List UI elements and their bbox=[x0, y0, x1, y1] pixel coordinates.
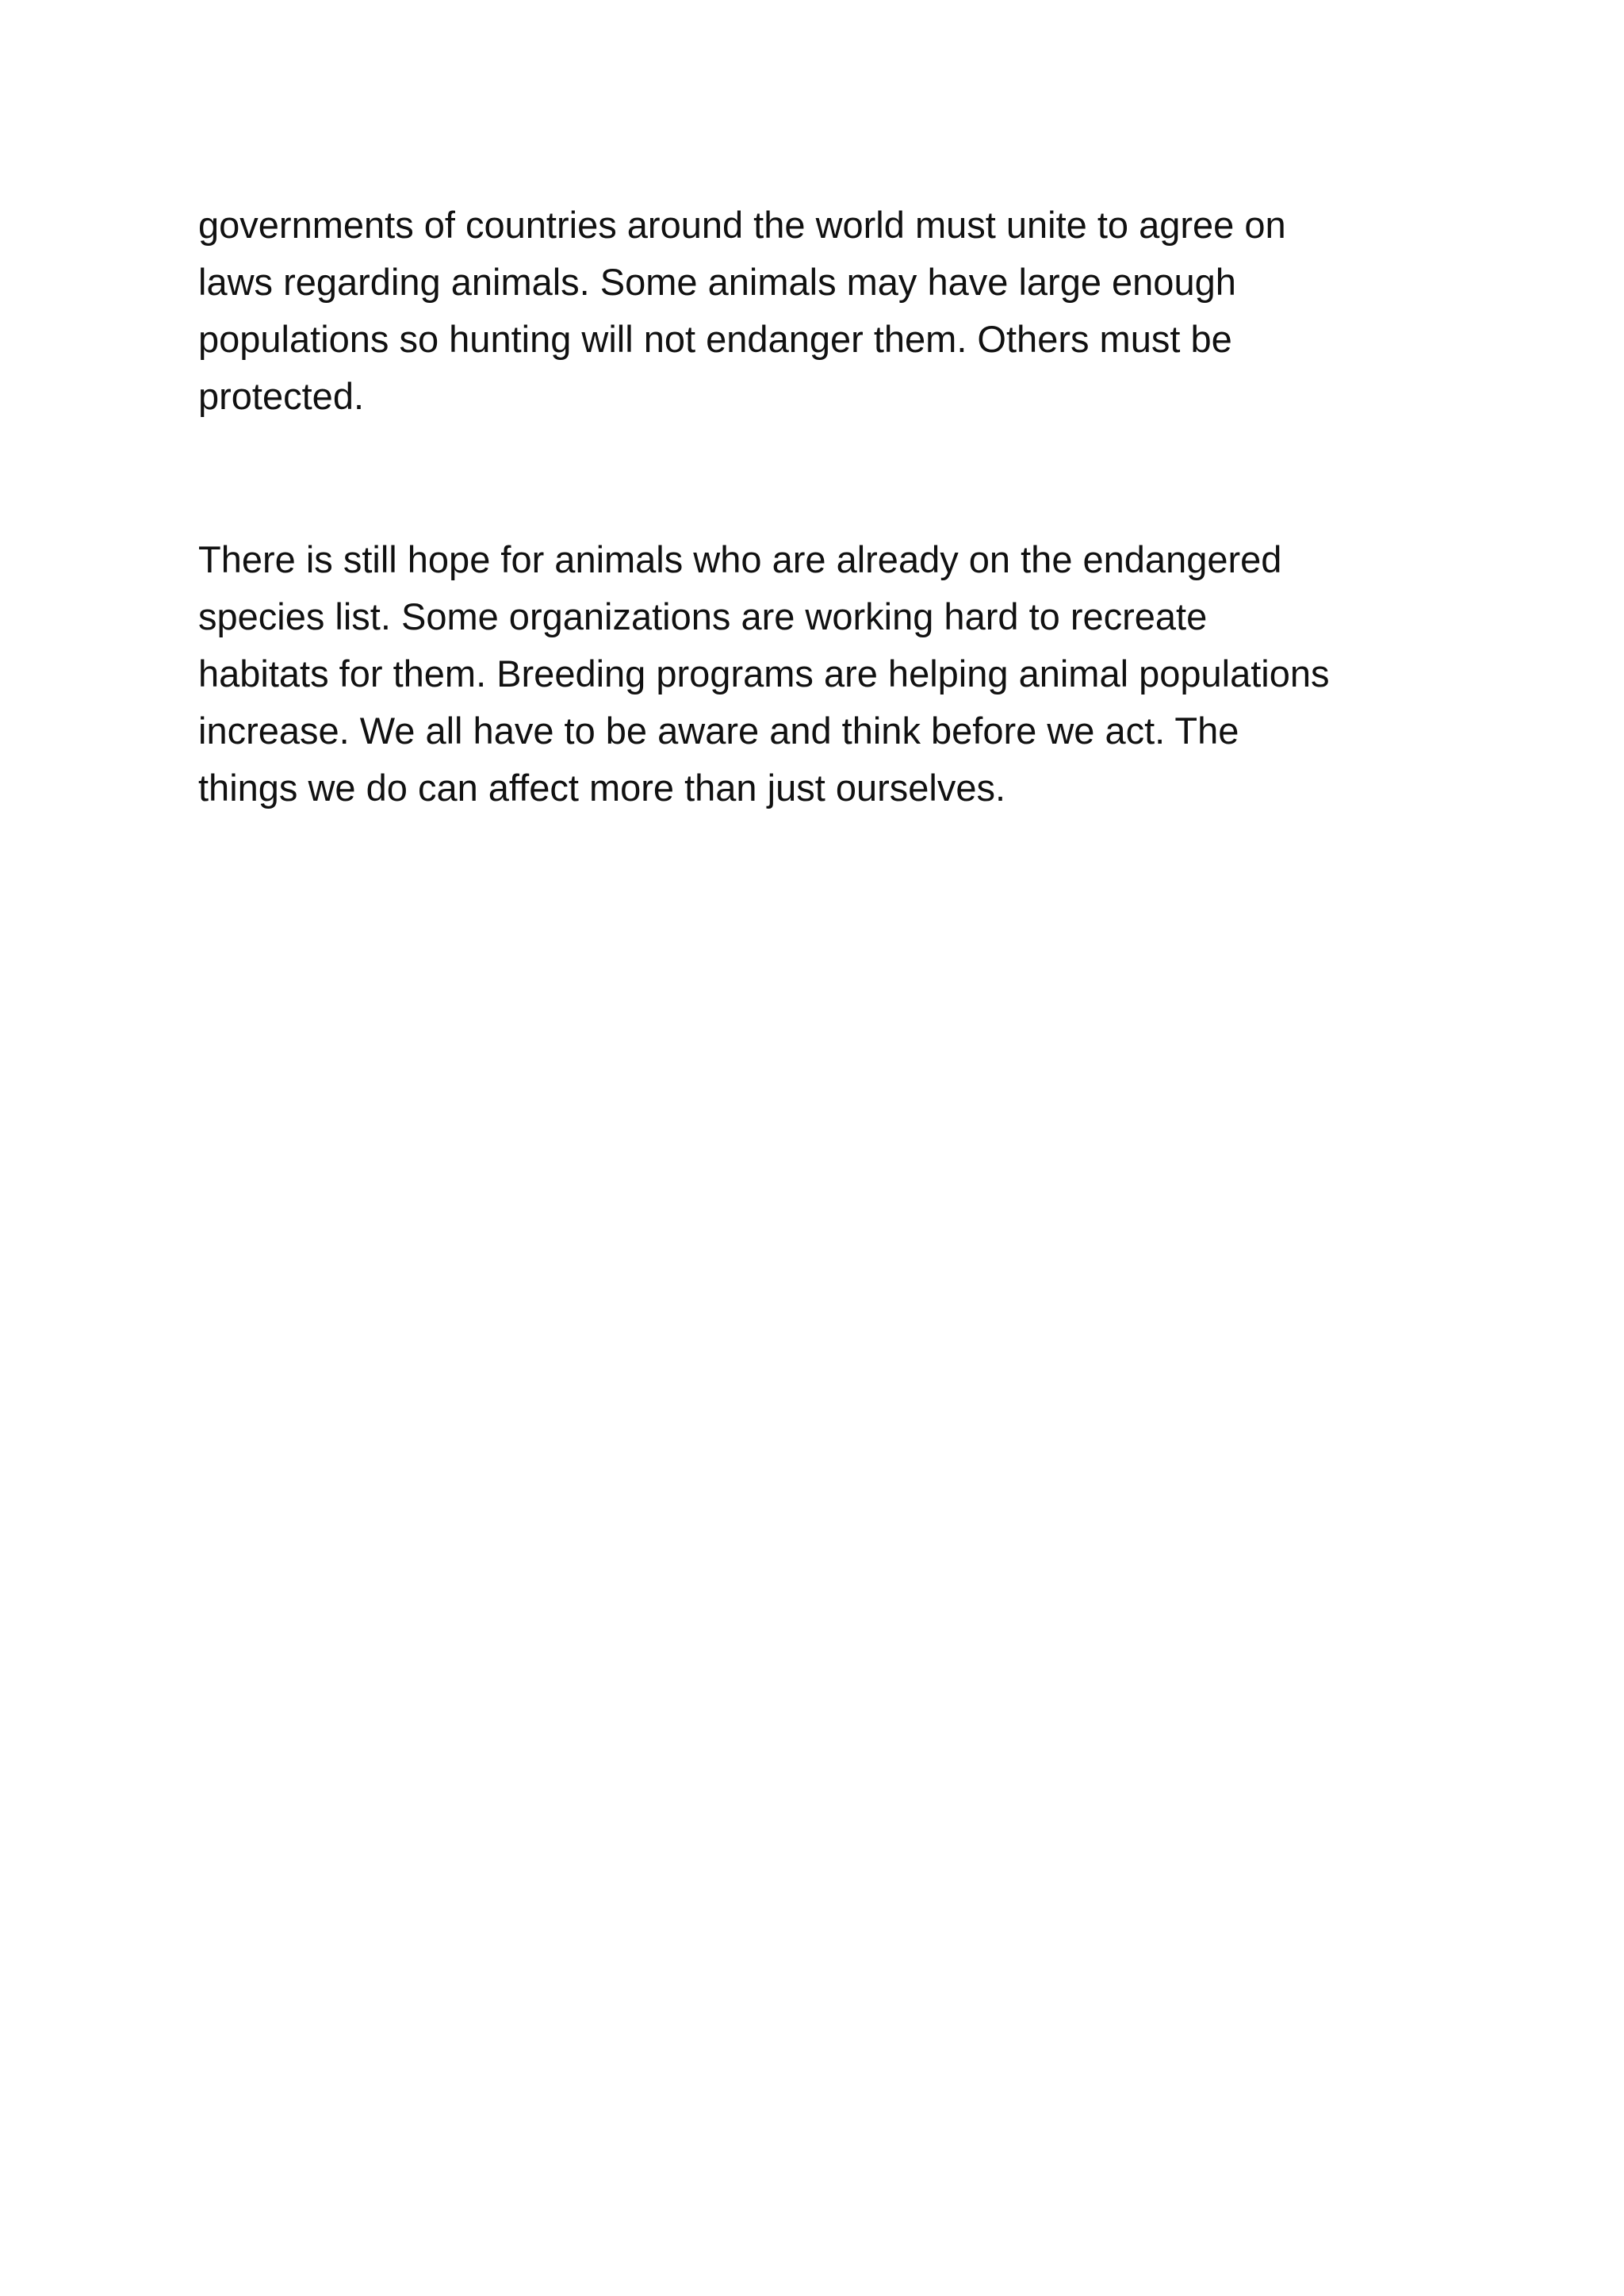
paragraph-laws bbox=[198, 197, 1499, 425]
paragraph-hope bbox=[198, 531, 1499, 817]
text-line: habitats for them. Breeding programs are helping animal populations bbox=[198, 652, 1330, 695]
text-line: populations so hunting will not endanger them. Others must be bbox=[198, 318, 1232, 360]
text-line: increase. We all have to be aware and think before we act. The bbox=[198, 710, 1239, 752]
text-line: laws regarding animals. Some animals may have large enough bbox=[198, 261, 1236, 303]
text-line: things we do can affect more than just ourselves. bbox=[198, 767, 1006, 809]
text-line: There is still hope for animals who are already on the endangered bbox=[198, 538, 1282, 580]
text-line: governments of countries around the world must unite to agree on bbox=[198, 204, 1286, 246]
text-line: protected. bbox=[198, 375, 365, 417]
text-line: species list. Some organizations are working hard to recreate bbox=[198, 595, 1208, 637]
